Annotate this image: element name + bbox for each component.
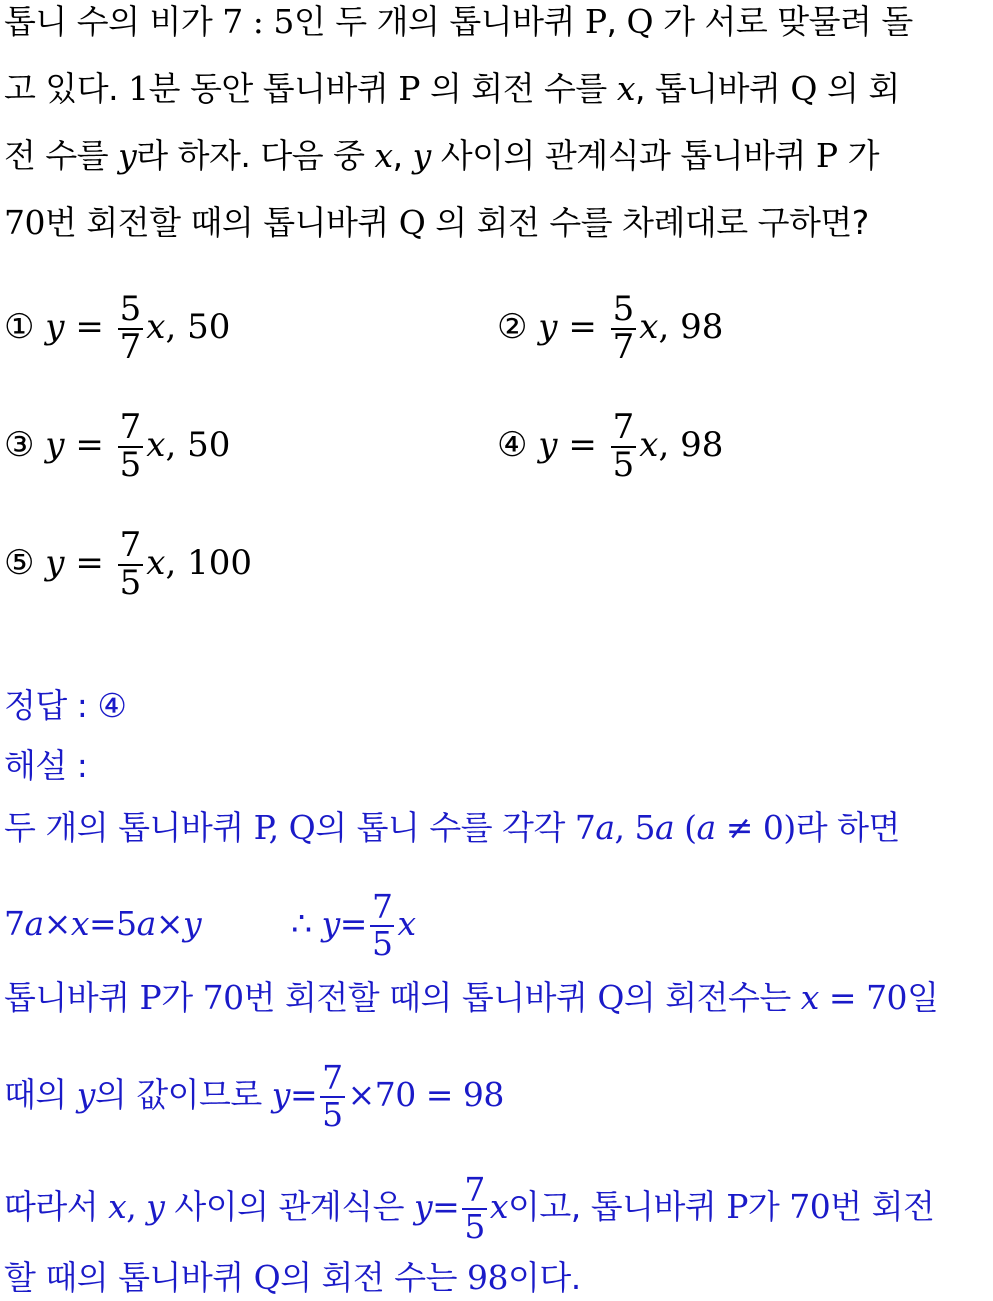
var-y: y xyxy=(76,1075,95,1115)
var-x: x xyxy=(639,307,659,348)
fraction xyxy=(462,1170,487,1246)
comma: , xyxy=(165,543,177,584)
text: 가 xyxy=(747,1187,790,1227)
equals: = xyxy=(88,904,117,944)
text: 가 xyxy=(161,978,203,1017)
text: 의 회전 수를 차례대로 구하면? xyxy=(425,203,869,242)
number: 5 xyxy=(634,808,655,847)
comma: , xyxy=(268,808,289,847)
comma: , xyxy=(165,425,177,466)
var-x: x xyxy=(108,1187,127,1227)
fraction xyxy=(118,289,144,367)
number: 5 xyxy=(116,904,137,944)
equals: = xyxy=(568,425,597,466)
text: 일 xyxy=(907,978,939,1017)
solution-line-6 xyxy=(4,1258,581,1298)
var-x: x xyxy=(616,69,635,108)
choice-number: ⑤ xyxy=(4,543,35,584)
equals: = xyxy=(75,425,104,466)
fraction xyxy=(611,289,637,367)
var-y: y xyxy=(412,136,431,175)
equals: = xyxy=(75,543,104,584)
text: 의 회 xyxy=(816,69,900,108)
answer xyxy=(4,686,126,726)
text: 톱니 수의 비가 xyxy=(4,2,223,41)
var-x: x xyxy=(489,1187,508,1227)
var-x: x xyxy=(146,307,166,348)
number: 70 xyxy=(374,1075,416,1115)
text: 가 서로 맞물려 돌 xyxy=(653,2,913,41)
numerator: 7 xyxy=(119,407,142,447)
var-x: x xyxy=(146,543,166,584)
var-y: y xyxy=(414,1187,433,1227)
not-equal: ≠ xyxy=(715,808,763,847)
var-a: a xyxy=(595,808,615,847)
times: × xyxy=(155,904,183,944)
answer-label: 정답 : xyxy=(4,686,98,725)
solution-line-2 xyxy=(4,887,416,963)
text: 때의 xyxy=(4,1075,77,1115)
var-y: y xyxy=(538,307,558,348)
number: 70 xyxy=(4,203,45,242)
text: 사이의 관계식은 xyxy=(164,1187,415,1227)
text: 의 톱니 수를 각각 xyxy=(315,808,575,847)
gear-q: Q xyxy=(790,69,817,108)
gear-p: P xyxy=(584,2,607,41)
choice-4[interactable] xyxy=(497,407,724,485)
number: 70 xyxy=(202,978,244,1017)
text: 할 때의 톱니바퀴 xyxy=(4,1258,254,1297)
var-y: y xyxy=(118,136,137,175)
numerator: 5 xyxy=(119,289,142,329)
text: 가 xyxy=(837,136,879,175)
fraction xyxy=(320,1058,345,1134)
denominator: 7 xyxy=(119,326,142,367)
var-a: a xyxy=(136,904,156,944)
text: 의 회전 수를 xyxy=(419,69,617,108)
numerator: 7 xyxy=(322,1058,343,1097)
choice-1[interactable] xyxy=(4,289,231,367)
solution-heading: 해설 : xyxy=(4,746,88,785)
equals: = xyxy=(289,1075,318,1115)
choice-value: 98 xyxy=(680,425,724,466)
equals: = xyxy=(568,307,597,348)
equals: = xyxy=(432,1187,460,1227)
comma: , xyxy=(614,808,635,847)
problem-line-4 xyxy=(4,203,869,243)
gear-q: Q xyxy=(253,1258,281,1297)
var-y: y xyxy=(45,307,65,348)
text: 두 개의 톱니바퀴 xyxy=(4,808,254,847)
text: , 톱니바퀴 xyxy=(634,69,791,108)
var-y: y xyxy=(146,1187,165,1227)
choice-value: 50 xyxy=(187,307,231,348)
comma: , xyxy=(658,307,670,348)
text: 의 값이므로 xyxy=(94,1075,272,1115)
numerator: 7 xyxy=(119,525,142,565)
text: 라 하자. 다음 중 xyxy=(136,136,375,175)
text: 고 있다. xyxy=(4,69,129,108)
text: , xyxy=(606,2,627,41)
text: , xyxy=(392,136,413,175)
gear-p: P xyxy=(253,808,269,847)
choice-number: ② xyxy=(497,307,528,348)
choice-value: 50 xyxy=(187,425,231,466)
choice-5[interactable] xyxy=(4,525,252,603)
choice-number: ③ xyxy=(4,425,35,466)
fraction xyxy=(611,407,637,485)
number: 98 xyxy=(462,1075,504,1115)
var-y: y xyxy=(45,543,65,584)
denominator: 5 xyxy=(371,923,393,963)
var-x: x xyxy=(800,978,819,1017)
text: 의 회전수는 xyxy=(623,978,801,1017)
answer-value: ④ xyxy=(97,686,127,725)
text: 톱니바퀴 xyxy=(4,978,140,1017)
times: × xyxy=(43,904,71,944)
denominator: 5 xyxy=(322,1094,343,1134)
text: 이고, 톱니바퀴 xyxy=(507,1187,727,1227)
denominator: 5 xyxy=(119,444,142,485)
text: 인 두 개의 톱니바퀴 xyxy=(293,2,585,41)
var-y: y xyxy=(45,425,65,466)
problem-line-2 xyxy=(4,69,900,109)
denominator: 5 xyxy=(119,562,142,603)
var-a: a xyxy=(24,904,44,944)
var-x: x xyxy=(397,904,416,944)
gear-q: Q xyxy=(288,808,316,847)
var-x: x xyxy=(70,904,89,944)
problem-line-1 xyxy=(4,2,913,42)
fraction xyxy=(118,407,144,485)
comma: , xyxy=(126,1187,147,1227)
solution-line-1 xyxy=(4,808,900,848)
text: 사이의 관계식과 톱니바퀴 xyxy=(430,136,816,175)
number: 98 xyxy=(467,1258,509,1297)
ratio: 7 : 5 xyxy=(222,2,294,41)
number: 1 xyxy=(128,69,149,108)
numerator: 7 xyxy=(464,1170,485,1209)
gear-p: P xyxy=(139,978,162,1017)
solution-line-3 xyxy=(4,978,938,1018)
text: 번 회전할 때의 톱니바퀴 xyxy=(45,203,399,242)
solution-line-5 xyxy=(4,1170,935,1246)
numerator: 7 xyxy=(612,407,635,447)
number: 70 xyxy=(866,978,908,1017)
var-x: x xyxy=(639,425,659,466)
text: 따라서 xyxy=(4,1187,109,1227)
equals: = xyxy=(415,1075,463,1115)
therefore: ∴ xyxy=(291,904,312,944)
equals: = xyxy=(818,978,867,1017)
number: 7 xyxy=(574,808,596,847)
var-y: y xyxy=(271,1075,290,1115)
text: 의 회전 수는 xyxy=(280,1258,468,1297)
equals: = xyxy=(75,307,104,348)
fraction xyxy=(370,887,395,963)
times: × xyxy=(347,1075,375,1115)
gear-p: P xyxy=(815,136,838,175)
text: 전 수를 xyxy=(4,136,119,175)
gear-q: Q xyxy=(626,2,654,41)
gear-q: Q xyxy=(398,203,426,242)
gear-q: Q xyxy=(597,978,624,1017)
var-x: x xyxy=(146,425,166,466)
number: 0 xyxy=(762,808,784,847)
number: 70 xyxy=(789,1187,831,1227)
var-a: a xyxy=(654,808,675,847)
var-y: y xyxy=(538,425,558,466)
denominator: 5 xyxy=(612,444,635,485)
choice-number: ① xyxy=(4,307,35,348)
text: 분 동안 톱니바퀴 xyxy=(148,69,399,108)
number: 7 xyxy=(4,904,25,944)
paren-open: ( xyxy=(674,808,697,847)
comma: , xyxy=(165,307,177,348)
paren-close: ) xyxy=(783,808,796,847)
gear-p: P xyxy=(726,1187,748,1227)
text: 이다. xyxy=(508,1258,581,1297)
choice-number: ④ xyxy=(497,425,528,466)
var-y: y xyxy=(321,904,340,944)
equals: = xyxy=(339,904,367,944)
solution-line-4 xyxy=(4,1058,504,1134)
choice-value: 100 xyxy=(187,543,252,584)
denominator: 5 xyxy=(464,1206,485,1246)
denominator: 7 xyxy=(612,326,635,367)
var-x: x xyxy=(374,136,393,175)
choice-3[interactable] xyxy=(4,407,231,485)
choice-value: 98 xyxy=(680,307,724,348)
choice-2[interactable] xyxy=(497,289,724,367)
comma: , xyxy=(658,425,670,466)
problem-line-3 xyxy=(4,136,879,176)
solution-label xyxy=(4,746,87,786)
text: 라 하면 xyxy=(795,808,900,847)
var-y: y xyxy=(182,904,202,944)
text: 번 회전 xyxy=(830,1187,935,1227)
fraction xyxy=(118,525,144,603)
gear-p: P xyxy=(398,69,420,108)
numerator: 5 xyxy=(612,289,635,329)
text: 번 회전할 때의 톱니바퀴 xyxy=(243,978,598,1017)
numerator: 7 xyxy=(371,887,393,926)
var-a: a xyxy=(696,808,716,847)
